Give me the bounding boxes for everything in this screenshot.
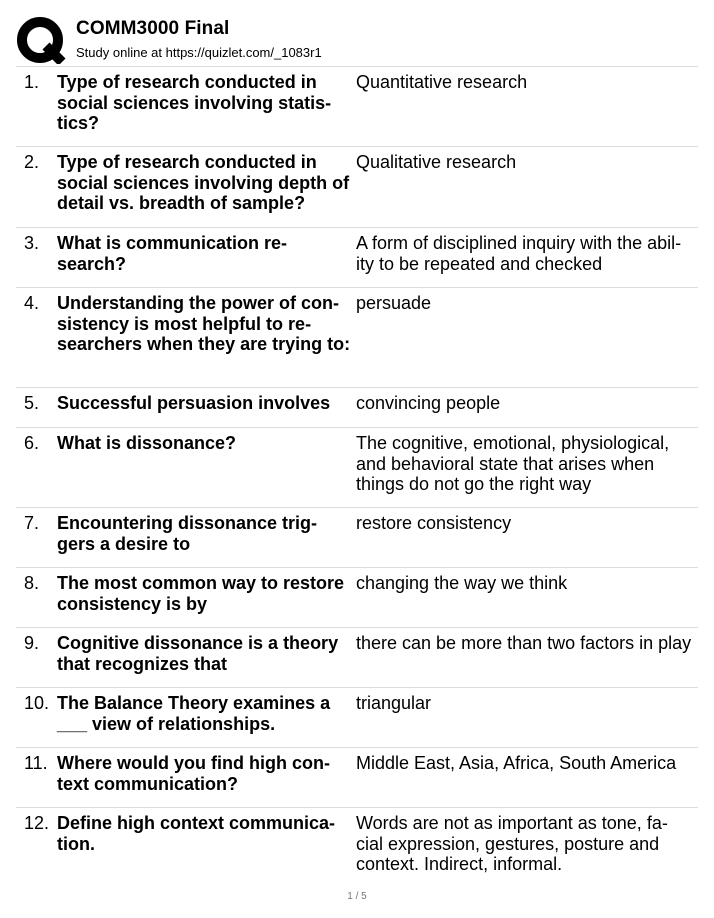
card-term: Understanding the power of con-sistency is most helpful to re-searchers when they are trying to:: [57, 293, 351, 354]
card-number: 3.: [24, 233, 40, 253]
card-term: Type of research conducted in social sciences involving depth of detail vs. breadth of sample?: [57, 152, 350, 213]
page-header: [0, 0, 714, 66]
page-number: 1 / 5: [347, 891, 367, 902]
card-definition: changing the way we think: [356, 573, 568, 593]
card-term: Define high context communica-tion.: [57, 813, 336, 854]
card-term: Type of research conducted in social sciences involving statis-tics?: [57, 72, 332, 133]
card-number: 10.: [24, 693, 50, 713]
flashcard-row: [16, 388, 698, 428]
card-definition: Words are not as important as tone, fa-cial expression, gestures, posture and context. Indirect, informal.: [356, 813, 668, 874]
flashcard-row: [16, 228, 698, 288]
card-number: 2.: [24, 152, 40, 172]
card-term: The most common way to restore consistency is by: [57, 573, 345, 614]
card-number: 11.: [24, 753, 48, 773]
card-definition: Quantitative research: [356, 72, 528, 92]
card-number: 6.: [24, 433, 40, 453]
flashcard-row: [16, 67, 698, 147]
flashcard-row: [16, 508, 698, 568]
card-number: 1.: [24, 72, 40, 92]
quizlet-logo-icon: [16, 16, 68, 64]
card-definition: there can be more than two factors in play: [356, 633, 692, 653]
card-term: Cognitive dissonance is a theory that recognizes that: [57, 633, 339, 674]
card-term: What is communication re-search?: [57, 233, 288, 274]
card-term: The Balance Theory examines a ___ view of relationships.: [57, 693, 331, 734]
study-online-link[interactable]: Study online at https://quizlet.com/_1083r1: [76, 45, 322, 60]
card-term: Successful persuasion involves: [57, 393, 331, 413]
page-title: COMM3000 Final: [76, 18, 230, 39]
card-term: Where would you find high con-text communication?: [57, 753, 330, 794]
flashcard-row: [16, 568, 698, 628]
flashcard-row: [16, 748, 698, 808]
card-number: 4.: [24, 293, 40, 313]
card-number: 5.: [24, 393, 40, 413]
card-definition: restore consistency: [356, 513, 512, 533]
flashcard-row: [16, 628, 698, 688]
card-number: 12.: [24, 813, 50, 833]
card-definition: triangular: [356, 693, 432, 713]
card-definition: Qualitative research: [356, 152, 517, 172]
flashcard-row: [16, 288, 698, 388]
flashcard-row: [16, 147, 698, 228]
flashcard-row: [16, 428, 698, 508]
card-term: What is dissonance?: [57, 433, 237, 453]
flashcard-list: [0, 67, 714, 887]
card-number: 9.: [24, 633, 40, 653]
card-definition: Middle East, Asia, Africa, South America: [356, 753, 677, 773]
card-definition: The cognitive, emotional, physiological, and behavioral state that arises when things do not go the right way: [356, 433, 670, 494]
card-number: 7.: [24, 513, 40, 533]
card-number: 8.: [24, 573, 40, 593]
flashcard-row: [16, 688, 698, 748]
card-definition: convincing people: [356, 393, 501, 413]
card-definition: persuade: [356, 293, 432, 313]
card-definition: A form of disciplined inquiry with the abil-ity to be repeated and checked: [356, 233, 682, 274]
card-term: Encountering dissonance trig-gers a desire to: [57, 513, 318, 554]
flashcard-row: [16, 808, 698, 887]
